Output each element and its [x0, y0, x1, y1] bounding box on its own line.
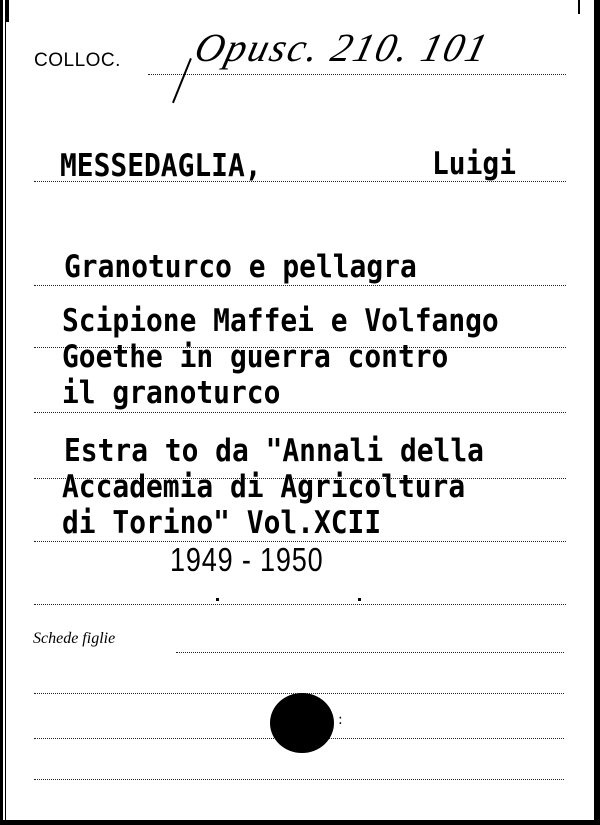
title-2-line-3: il granoturco [62, 375, 281, 411]
author-surname: MESSEDAGLIA, [60, 148, 262, 184]
card-top-left-mark [6, 0, 9, 22]
handwriting-stroke [172, 58, 192, 103]
author-firstname: Luigi [432, 146, 516, 182]
note-line-1: Estra to da "Annali della [64, 433, 484, 469]
ink-speck [358, 598, 361, 601]
author-dotted-line [34, 181, 566, 182]
card-bottom-edge [0, 820, 600, 825]
title-1-dotted-line [34, 285, 566, 286]
title-line-1: Granoturco e pellagra [64, 249, 417, 285]
note-line-3: di Torino" Vol.XCII [62, 505, 382, 541]
card-right-edge [588, 0, 600, 825]
card-top-right-mark [578, 0, 580, 14]
colloc-handwritten-value: Opusc. 210. 101 [190, 25, 494, 70]
title-2-line-2: Goethe in guerra contro [62, 339, 449, 375]
years-dotted-line [34, 604, 566, 605]
note-line-2: Accademia di Agricoltura [62, 469, 466, 505]
ink-speck [216, 598, 219, 601]
title-2-dotted-line-2 [34, 412, 566, 413]
schede-dotted-line-4 [34, 779, 564, 780]
schede-figlie-label: Schede figlie [33, 630, 116, 647]
colloc-label: COLLOC. [34, 50, 121, 71]
hole-ink-mark: : [338, 712, 343, 728]
title-2-line-1: Scipione Maffei e Volfango [62, 303, 499, 339]
years: 1949 - 1950 [170, 541, 324, 578]
card-left-edge [0, 0, 6, 825]
punch-hole [270, 693, 334, 753]
colloc-dotted-line [148, 74, 566, 75]
schede-dotted-line-1 [176, 652, 564, 653]
